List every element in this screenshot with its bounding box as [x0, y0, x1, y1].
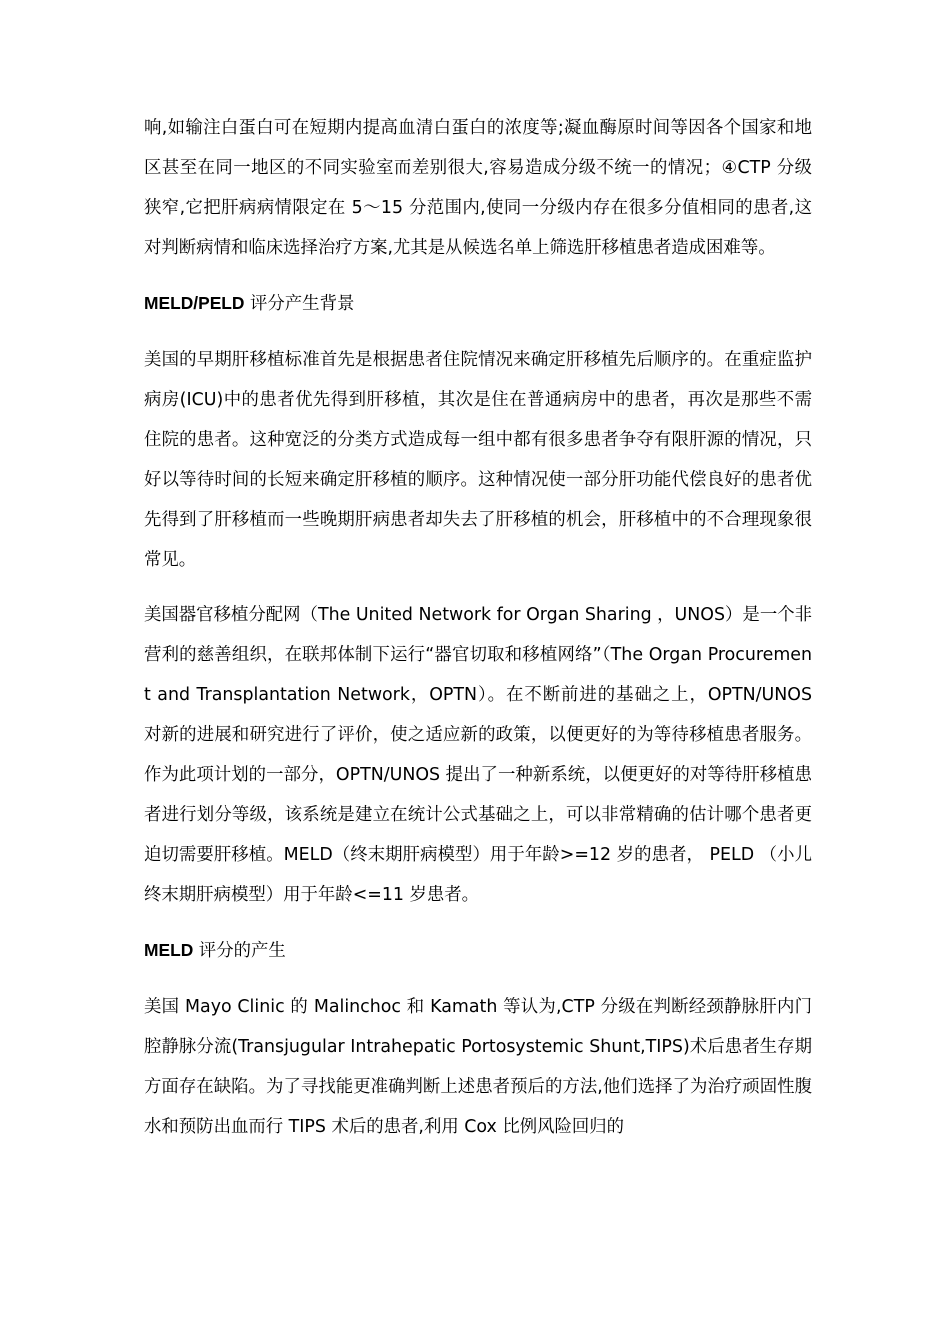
paragraph-mayo-clinic-study: 美国 Mayo Clinic 的 Malinchoc 和 Kamath 等认为,CTP 分级在判断经颈静脉肝内门腔静脉分流(Transjugular Intrahepatic Portosystemic Shunt,TIPS)术后患者生存期方面存在缺陷。为了寻找能更准确判断上述患者预后的方法,他们选择了为治疗顽固性腹水和预防出血而行 TIPS 术后的患者,利用 Cox 比例风险回归的 [144, 997, 812, 1137]
heading-meld-text: 评分的产生 [193, 941, 286, 961]
heading-meld-peld-background [144, 283, 812, 324]
paragraph-ctp-limitations: 响,如输注白蛋白可在短期内提高血清白蛋白的浓度等;凝血酶原时间等因各个国家和地区甚至在同一地区的不同实验室而差别很大,容易造成分级不统一的情况；④CTP 分级狭窄,它把肝病病情限定在 5～15 分范围内,使同一分级内存在很多分值相同的患者,这对判断病情和临床选择治疗方案,尤其是从候选名单上筛选肝移植患者造成困难等。 [144, 118, 812, 258]
heading-meld-peld-text: 评分产生背景 [244, 294, 355, 314]
document-body [144, 108, 812, 1162]
heading-meld-origin [144, 930, 812, 971]
heading-meld-peld-latin: MELD/PELD [144, 293, 245, 313]
heading-meld-latin: MELD [144, 940, 194, 960]
paragraph-early-transplant-criteria: 美国的早期肝移植标准首先是根据患者住院情况来确定肝移植先后顺序的。在重症监护病房(ICU)中的患者优先得到肝移植，其次是住在普通病房中的患者，再次是那些不需住院的患者。这种宽泛的分类方式造成每一组中都有很多患者争夺有限肝源的情况，只好以等待时间的长短来确定肝移植的顺序。这种情况使一部分肝功能代偿良好的患者优先得到了肝移植而一些晚期肝病患者却失去了肝移植的机会，肝移植中的不合理现象很常见。 [144, 350, 812, 570]
paragraph-unos-optn: 美国器官移植分配网（The United Network for Organ Sharing ，UNOS）是一个非营利的慈善组织，在联邦体制下运行“器官切取和移植网络”（The Organ Procurement and Transplantation Network，OPTN）。在不断前进的基础之上，OPTN/UNOS 对新的进展和研究进行了评价，使之适应新的政策，以便更好的为等待移植患者服务。作为此项计划的一部分，OPTN/UNOS 提出了一种新系统，以便更好的对等待肝移植患者进行划分等级，该系统是建立在统计公式基础之上，可以非常精确的估计哪个患者更迫切需要肝移植。MELD（终末期肝病模型）用于年龄>=12 岁的患者， PELD （小儿终末期肝病模型）用于年龄<=11 岁患者。 [144, 605, 812, 905]
